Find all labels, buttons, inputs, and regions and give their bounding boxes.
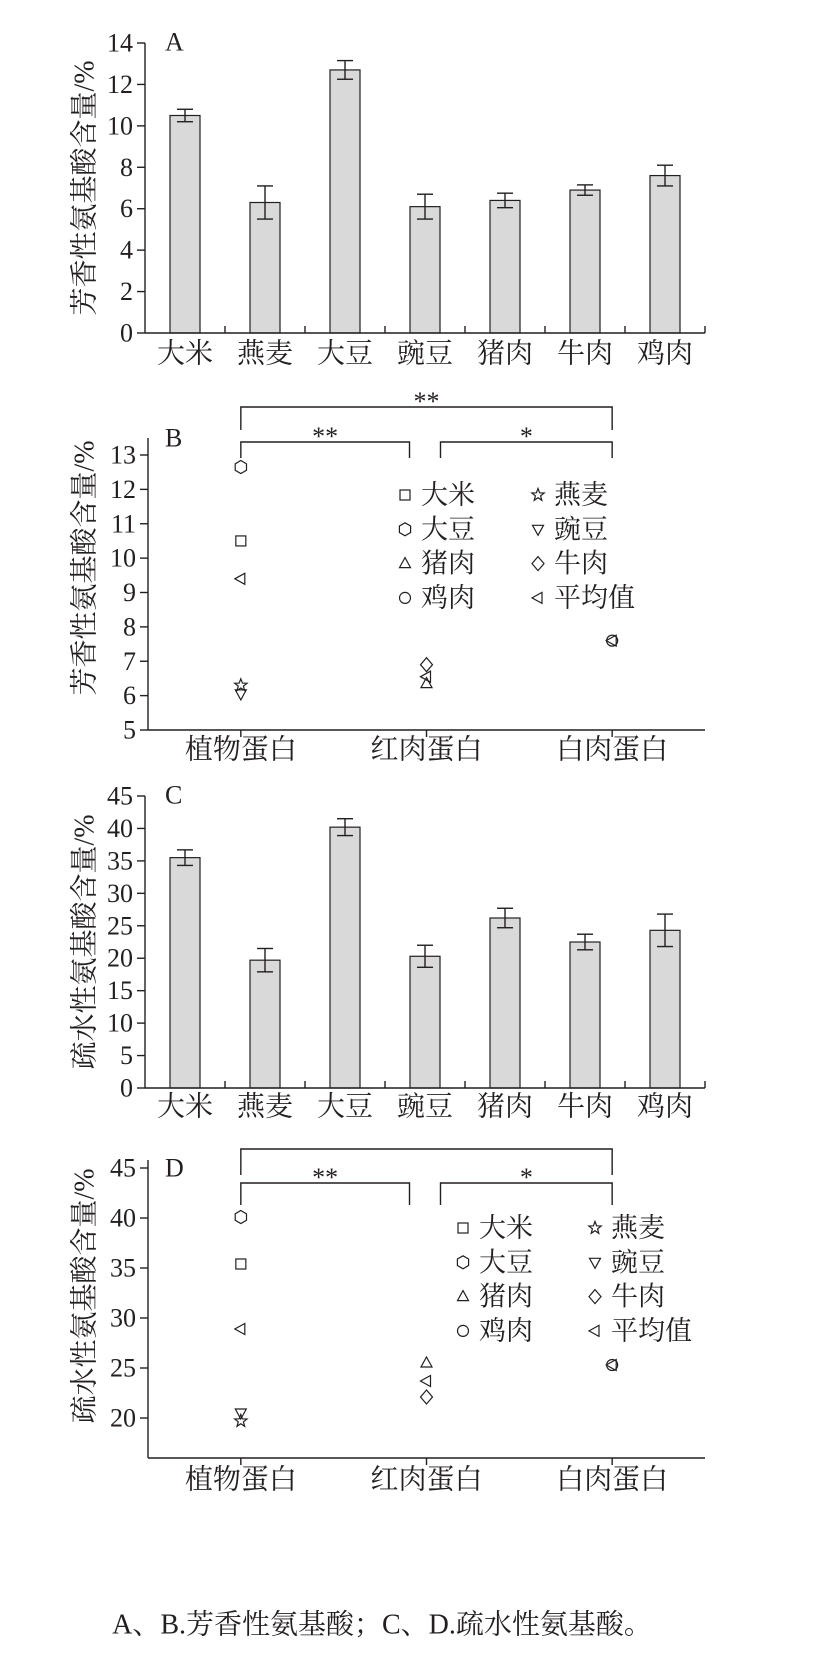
panel-d-legend-label: 牛肉 [611,1281,665,1312]
panel-b-legend-item [400,549,476,579]
panel-d-y-tick-label: 20 [110,1403,136,1433]
panel-c-letter: C [165,780,183,810]
panel-b-legend-marker [400,592,411,603]
panel-b-legend-label: 燕麦 [554,480,608,510]
panel-c-bar [250,960,280,1088]
panel-a-x-tick-label: 大豆 [316,338,374,370]
panel-c-bar [170,858,200,1088]
panel-b-legend-marker [532,489,544,501]
panel-b-data-point [421,658,433,672]
panel-c-y-axis-label: 疏水性氨基酸含量/% [69,814,101,1070]
panel-a-bar [650,176,680,333]
panel-a-x-tick-label: 大米 [156,338,214,370]
panel-b-y-tick-label: 9 [123,578,136,607]
panel-c-y-tick-label: 40 [107,813,133,843]
panel-b-legend-label: 平均值 [554,582,635,613]
panel-b-legend-item [400,583,476,613]
panel-b-legend-item [399,514,475,544]
panel-c-y-tick-label: 25 [107,911,133,941]
panel-a-bar [170,116,200,334]
panel-d-data-point [236,1259,246,1269]
panel-b-significance-label: ** [413,387,440,416]
panel-d-legend-item [589,1213,665,1243]
panel-c-y-tick-label: 45 [107,781,133,811]
panel-d-y-axis-label: 疏水性氨基酸含量/% [69,1168,101,1424]
panel-d-significance-label: * [519,1163,533,1192]
panel-d-legend-label: 鸡肉 [479,1315,533,1346]
panel-d-data-point [421,1357,432,1367]
panel-d-legend-marker [458,1223,468,1233]
panel-d-legend-label: 猪肉 [479,1281,533,1312]
panel-b-legend-marker [532,557,544,571]
panel-d-significance-label: ** [312,1163,339,1192]
panel-b-legend-item [532,549,608,579]
panel-b-legend-item [532,480,608,510]
panel-b-data-point [235,690,246,700]
panel-c-y-tick-label: 15 [107,976,133,1006]
panel-c-x-tick-label: 燕麦 [236,1091,294,1123]
panel-b-y-tick-label: 7 [123,646,136,676]
panel-d-legend-marker [590,1258,601,1268]
panel-d-x-tick-label: 红肉蛋白 [370,1464,483,1496]
panel-a-bar [250,203,280,334]
panel-b-significance-label: * [519,422,533,451]
figure-caption: A、B.芳香性氨基酸；C、D.疏水性氨基酸。 [112,1609,652,1641]
panel-d-legend-item [457,1247,533,1277]
panel-d-legend-marker [589,1222,601,1234]
panel-a-bar [330,70,360,333]
panel-b-data-point [236,536,246,546]
panel-d-legend-label: 燕麦 [611,1213,665,1243]
panel-b-y-tick-label: 5 [123,715,136,745]
panel-a-y-tick-label: 12 [107,69,133,99]
panel-b-letter: B [165,423,183,453]
panel-d-y-tick-label: 30 [110,1303,136,1333]
panel-b-y-tick-label: 13 [110,440,136,470]
panel-c-y-tick-label: 30 [107,878,133,908]
panel-b-y-tick-label: 8 [123,612,136,642]
panel-b-data-point [235,573,245,584]
panel-d-x-tick-label: 白肉蛋白 [556,1464,669,1496]
panel-a-x-tick-label: 豌豆 [396,338,454,370]
panel-d-legend-item [458,1213,533,1243]
panel-a-bar [570,190,600,333]
panel-a-letter: A [165,27,184,57]
panel-a-x-tick-label: 猪肉 [476,338,534,370]
panel-c-y-tick-label: 20 [107,943,133,973]
panel-c-y-tick-label: 5 [120,1041,133,1071]
panel-d-legend-item [458,1282,534,1312]
panel-c-bar [330,827,360,1088]
panel-c-bar [410,956,440,1088]
panel-b-legend-marker [533,525,544,535]
panel-b-legend-marker [399,523,410,536]
panel-c-x-tick-label: 牛肉 [556,1091,614,1123]
panel-d-legend-item [589,1282,665,1312]
panel-b-y-tick-label: 10 [110,543,136,573]
panel-d-legend-marker [458,1291,469,1301]
panel-d-data-point [235,1324,245,1335]
panel-c-x-tick-label: 鸡肉 [636,1091,694,1123]
panel-a-bar [490,200,520,333]
panel-b-legend-marker [400,558,411,568]
panel-d-letter: D [165,1153,184,1183]
panel-b-x-tick-label: 红肉蛋白 [370,734,483,766]
panel-d-legend-item [589,1316,692,1346]
panel-d-data-point [421,1376,431,1387]
panel-d-data-point [421,1390,433,1404]
panel-b-y-tick-label: 6 [123,681,136,711]
panel-b-legend-item [533,514,609,544]
panel-a-x-tick-label: 鸡肉 [636,338,694,370]
panel-b-x-tick-label: 白肉蛋白 [556,734,669,766]
panel-c-x-tick-label: 大米 [156,1091,214,1123]
panel-b-data-point [235,679,247,691]
panel-c-bar [650,930,680,1088]
panel-a-y-tick-label: 4 [120,235,133,265]
panel-d-data-point [235,1415,247,1427]
panel-c [69,781,706,1123]
panel-d-legend-item [590,1247,666,1277]
panel-d-legend-marker [458,1325,469,1336]
panel-b-legend-item [532,583,635,613]
panel-d-legend-label: 大豆 [479,1247,533,1278]
panel-d-x-tick-label: 植物蛋白 [184,1464,297,1496]
panel-b-legend-marker [400,490,410,500]
panel-d-significance-bracket [241,1149,612,1175]
panel-d-y-tick-label: 35 [110,1253,136,1283]
panel-b [69,387,706,766]
panel-d-legend-marker [589,1325,599,1336]
panel-a [69,28,706,370]
panel-c-y-tick-label: 35 [107,846,133,876]
panel-a-y-axis-label: 芳香性氨基酸含量/% [69,60,101,316]
panel-a-bar [410,207,440,333]
panel-c-bar [570,942,600,1088]
panel-c-x-tick-label: 猪肉 [476,1091,534,1123]
panel-b-legend-label: 大米 [421,480,475,510]
panel-b-data-point [235,461,246,474]
panel-a-x-tick-label: 燕麦 [236,338,294,370]
panel-d [69,1149,706,1496]
panel-b-legend-label: 猪肉 [421,548,475,579]
panel-b-legend-label: 豌豆 [554,514,608,545]
panel-c-x-tick-label: 豌豆 [396,1091,454,1123]
panel-d-legend-label: 豌豆 [611,1247,665,1278]
panel-c-y-tick-label: 0 [120,1073,133,1103]
panel-d-y-tick-label: 45 [110,1153,136,1183]
panel-d-legend-item [458,1316,534,1346]
panel-a-y-tick-label: 0 [120,318,133,348]
panel-a-y-tick-label: 2 [120,277,133,307]
panel-b-y-tick-label: 11 [110,509,136,539]
panel-a-x-tick-label: 牛肉 [556,338,614,370]
panel-d-data-point [235,1211,246,1224]
panel-b-legend-item [400,480,475,510]
panel-b-significance-label: ** [312,422,339,451]
panel-d-legend-marker [457,1256,468,1269]
panel-c-bar [490,918,520,1088]
panel-a-y-tick-label: 8 [120,152,133,182]
panel-d-legend-label: 大米 [479,1213,533,1243]
panel-b-y-tick-label: 12 [110,474,136,504]
panel-b-legend-marker [532,592,542,603]
panel-d-y-tick-label: 25 [110,1353,136,1383]
panel-a-y-tick-label: 6 [120,194,133,224]
panel-b-x-tick-label: 植物蛋白 [184,734,297,766]
panel-a-y-tick-label: 10 [107,111,133,141]
panel-b-y-axis-label: 芳香性氨基酸含量/% [69,440,101,696]
panel-d-y-tick-label: 40 [110,1203,136,1233]
panel-a-y-tick-label: 14 [107,28,133,58]
panel-b-legend-label: 大豆 [421,514,475,545]
panel-b-legend-label: 牛肉 [554,548,608,579]
panel-c-y-tick-label: 10 [107,1008,133,1038]
panel-b-legend-label: 鸡肉 [421,582,475,613]
panel-d-legend-marker [589,1290,601,1304]
panel-d-legend-label: 平均值 [611,1315,692,1346]
panel-c-x-tick-label: 大豆 [316,1091,374,1123]
